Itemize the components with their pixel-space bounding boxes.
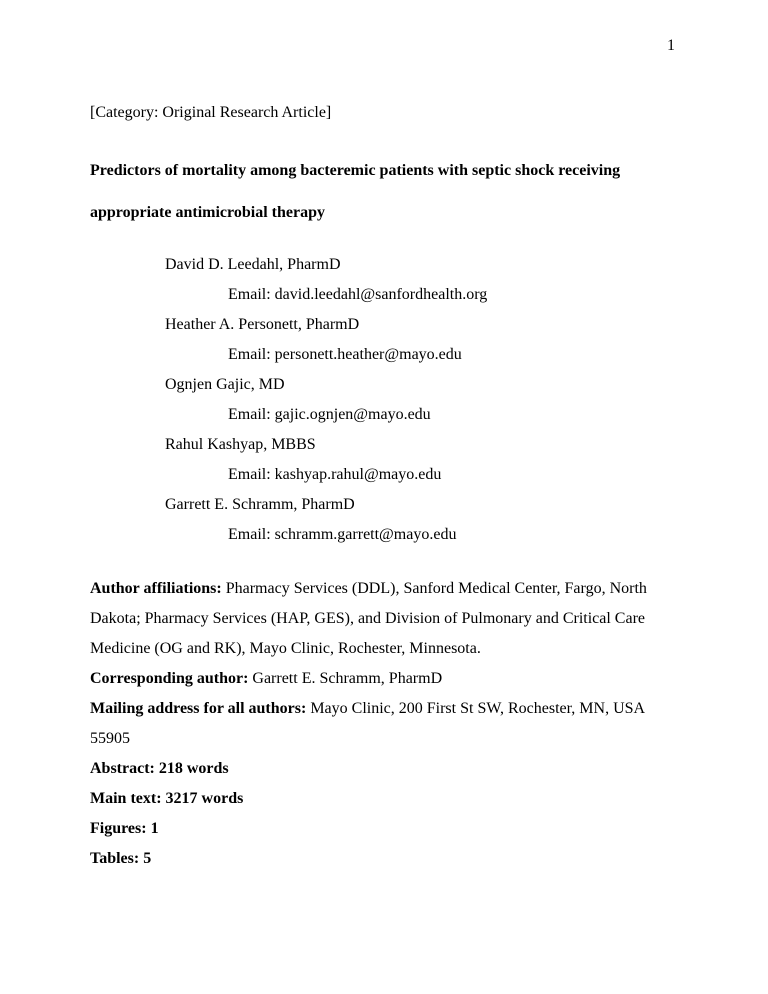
author-name: Heather A. Personett, PharmD <box>165 316 360 333</box>
author-email: Email: david.leedahl@sanfordhealth.org <box>228 286 488 303</box>
affiliations-text: Pharmacy Services (DDL), Sanford Medical Center, Fargo, North Dakota; Pharmacy Services (HAP, GES), and Division of Pulmonary and Critical Care Medicine (OG and RK), Mayo Clinic, Rochester, Minnesota. <box>90 580 647 657</box>
author-name: David D. Leedahl, PharmD <box>165 256 341 273</box>
author-affiliations <box>90 574 675 664</box>
paper-title: Predictors of mortality among bacteremic patients with septic shock receiving appropriate antimicrobial therapy <box>90 162 621 221</box>
details-block <box>90 574 675 874</box>
mailing-address-label: Mailing address for all authors: <box>90 700 307 717</box>
tables-text: 5 <box>139 850 152 867</box>
figures-count <box>90 814 675 844</box>
abstract-text: 218 words <box>154 760 229 777</box>
corresponding-author-label: Corresponding author: <box>90 670 249 687</box>
main-text-text: 3217 words <box>161 790 244 807</box>
author-entry <box>90 490 675 550</box>
author-email: Email: schramm.garrett@mayo.edu <box>228 526 457 543</box>
author-entry <box>90 310 675 370</box>
tables-label: Tables: <box>90 850 140 867</box>
figures-text: 1 <box>146 820 159 837</box>
author-name: Rahul Kashyap, MBBS <box>165 436 316 453</box>
main-text-word-count <box>90 784 675 814</box>
abstract-label: Abstract: <box>90 760 155 777</box>
author-email: Email: kashyap.rahul@mayo.edu <box>228 466 442 483</box>
tables-count <box>90 844 675 874</box>
authors-block <box>90 250 675 550</box>
page-number: 1 <box>667 37 675 54</box>
author-entry <box>90 430 675 490</box>
corresponding-author-text: Garrett E. Schramm, PharmD <box>248 670 443 687</box>
author-entry <box>90 370 675 430</box>
figures-label: Figures: <box>90 820 147 837</box>
main-text-label: Main text: <box>90 790 162 807</box>
affiliations-label: Author affiliations: <box>90 580 222 597</box>
author-email: Email: personett.heather@mayo.edu <box>228 346 462 363</box>
abstract-word-count <box>90 754 675 784</box>
author-name: Ognjen Gajic, MD <box>165 376 285 393</box>
mailing-address <box>90 694 675 754</box>
corresponding-author <box>90 664 675 694</box>
category-label: [Category: Original Research Article] <box>90 104 332 121</box>
author-entry <box>90 250 675 310</box>
author-name: Garrett E. Schramm, PharmD <box>165 496 355 513</box>
mailing-address-text: Mayo Clinic, 200 First St SW, Rochester, MN, USA 55905 <box>90 700 645 747</box>
author-email: Email: gajic.ognjen@mayo.edu <box>228 406 431 423</box>
